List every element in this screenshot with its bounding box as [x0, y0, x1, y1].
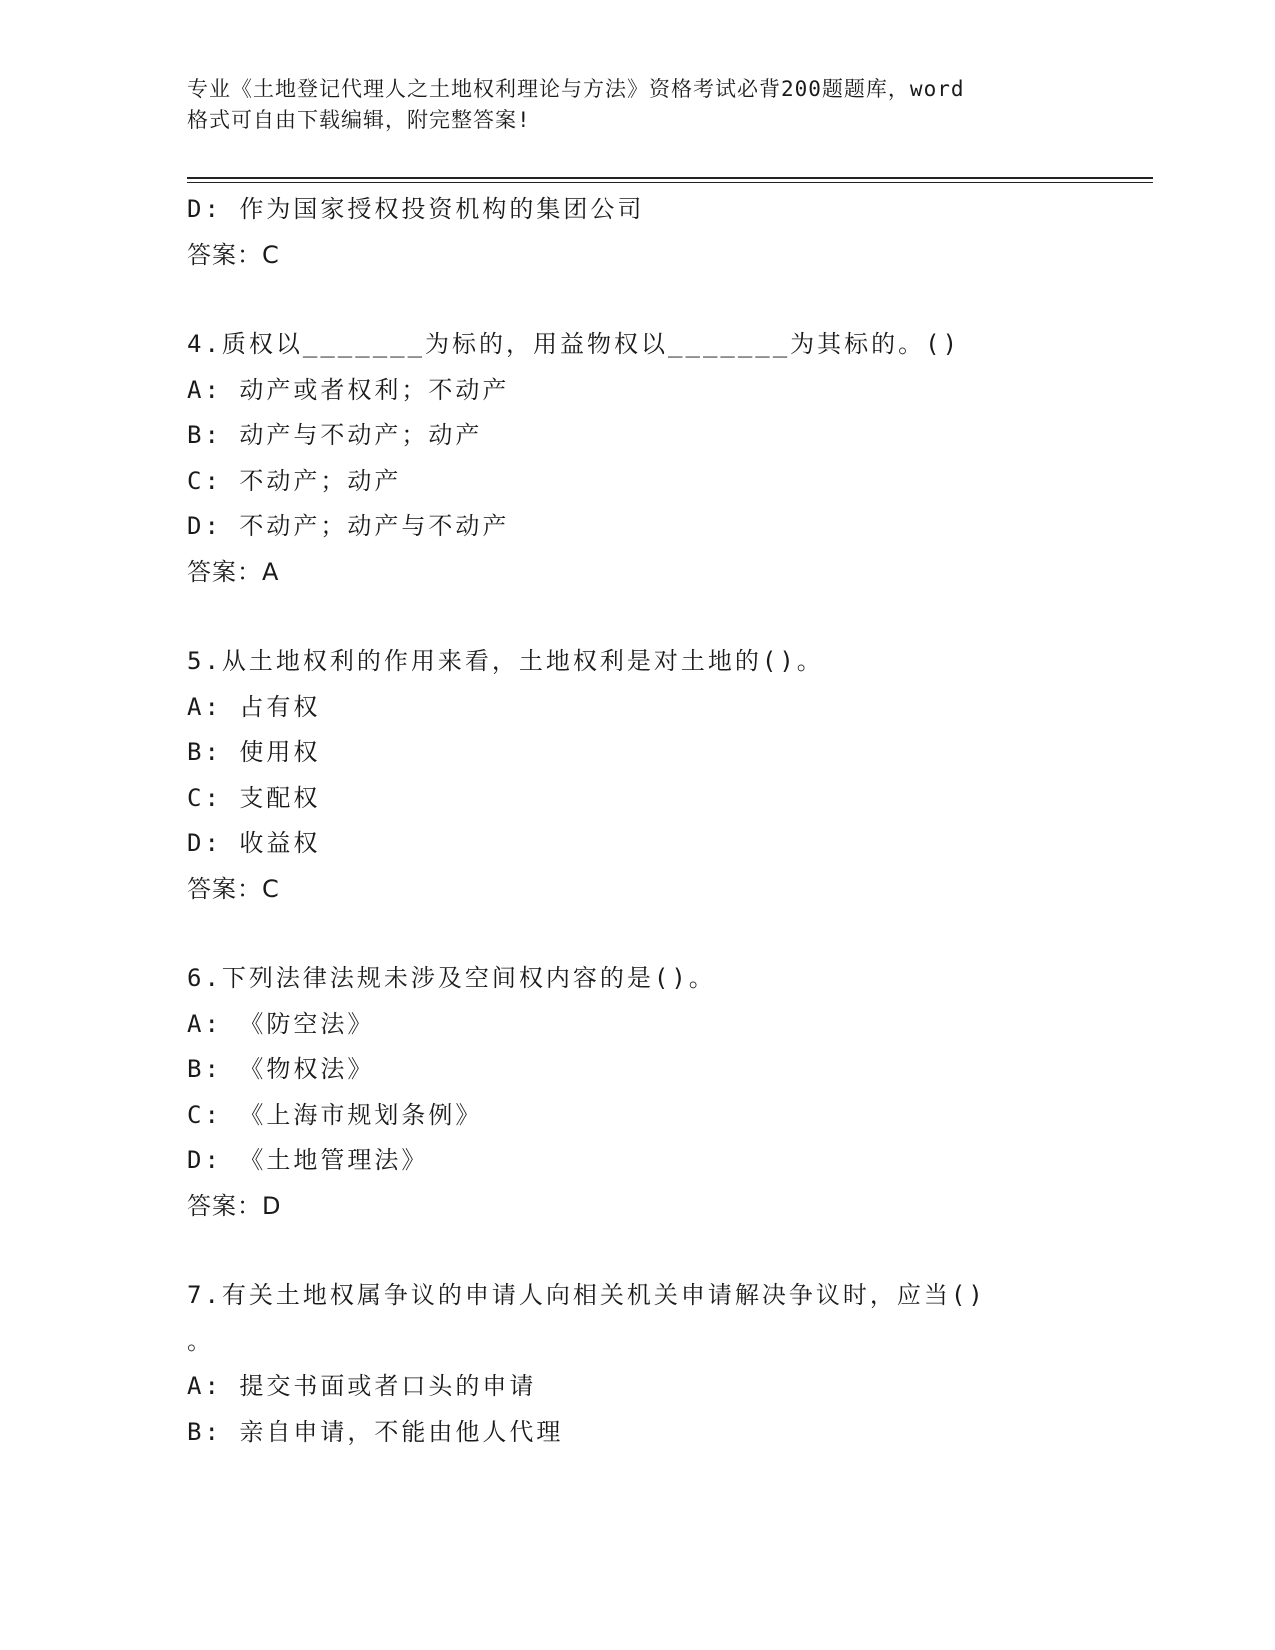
question-stem: 5.从土地权利的作用来看，土地权利是对土地的()。 — [187, 647, 824, 675]
question-stem-continuation: 。 — [187, 1326, 214, 1355]
option-c: C: 不动产；动产 — [187, 466, 402, 495]
question-5 — [187, 639, 1087, 912]
option-b: B: 使用权 — [187, 738, 321, 766]
option-b: B: 动产与不动产；动产 — [187, 421, 483, 449]
question-3-remainder — [187, 187, 1087, 278]
spacer — [187, 278, 1087, 322]
header-line-1: 专业《土地登记代理人之土地权利理论与方法》资格考试必背200题题库，word — [187, 77, 965, 101]
option-c: C: 《上海市规划条例》 — [187, 1100, 483, 1129]
spacer — [187, 1229, 1087, 1273]
answer-label: 答案：C — [187, 874, 280, 903]
question-4 — [187, 322, 1087, 595]
spacer — [187, 595, 1087, 639]
answer-label: 答案：C — [187, 240, 280, 269]
option-a: A: 《防空法》 — [187, 1009, 375, 1038]
option-a: A: 提交书面或者口头的申请 — [187, 1372, 537, 1400]
option-d: D: 作为国家授权投资机构的集团公司 — [187, 195, 645, 223]
option-a: A: 动产或者权利；不动产 — [187, 375, 510, 404]
answer-label: 答案：D — [187, 1191, 282, 1220]
option-a: A: 占有权 — [187, 692, 321, 721]
question-6 — [187, 956, 1087, 1229]
option-c: C: 支配权 — [187, 783, 321, 812]
header-divider-thick — [187, 177, 1153, 179]
header-line-2: 格式可自由下载编辑，附完整答案! — [187, 108, 531, 132]
question-stem: 7.有关土地权属争议的申请人向相关机关申请解决争议时，应当() — [187, 1281, 986, 1309]
option-b: B: 《物权法》 — [187, 1055, 375, 1083]
spacer — [187, 912, 1087, 956]
question-list — [187, 187, 1087, 1455]
question-stem: 4.质权以_______为标的，用益物权以_______为其标的。() — [187, 330, 961, 358]
question-stem: 6.下列法律法规未涉及空间权内容的是()。 — [187, 964, 716, 992]
answer-label: 答案：A — [187, 557, 280, 586]
header-divider-thin — [187, 182, 1153, 183]
option-d: D: 收益权 — [187, 829, 321, 857]
document-header — [187, 74, 1067, 136]
option-d: D: 不动产；动产与不动产 — [187, 512, 510, 540]
option-b: B: 亲自申请，不能由他人代理 — [187, 1417, 564, 1446]
option-d: D: 《土地管理法》 — [187, 1146, 429, 1174]
question-7 — [187, 1273, 1087, 1455]
